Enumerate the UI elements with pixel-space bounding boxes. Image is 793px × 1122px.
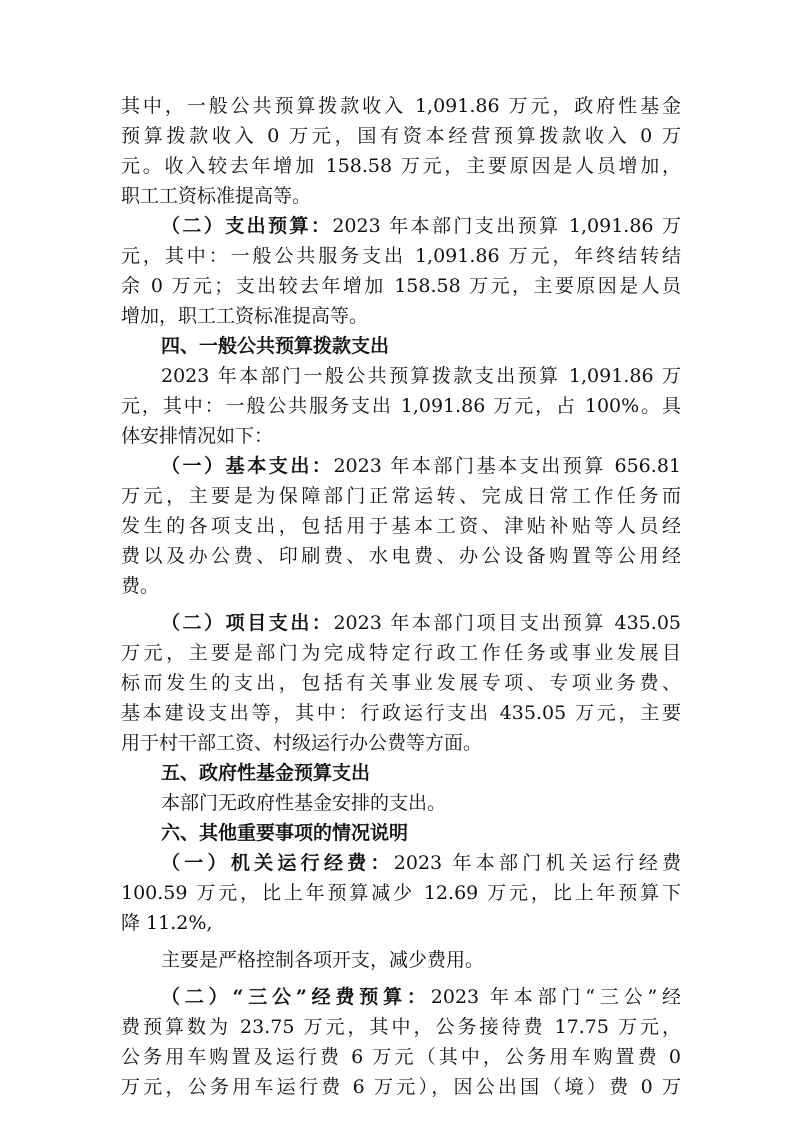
text-line bbox=[121, 879, 681, 909]
text-line bbox=[121, 789, 681, 819]
bold-heading: 四、一般公共预算拨款支出 bbox=[161, 335, 390, 357]
body-text: 费预算数为 23.75 万元，其中，公务接待费 17.75 万元， bbox=[121, 1016, 681, 1038]
text-line bbox=[121, 362, 681, 392]
body-text: 本部门无政府性基金安排的支出。 bbox=[161, 792, 447, 814]
body-text: 2023 年本部门支出预算 1,091.86 万 bbox=[332, 215, 681, 237]
body-text: 万元，公务用车运行费 6 万元），因公出国（境）费 0 万 bbox=[121, 1076, 681, 1098]
body-text: 体安排情况如下： bbox=[121, 425, 274, 447]
bold-heading: （二）“三公”经费预算： bbox=[161, 986, 431, 1008]
body-text: 预算拨款收入 0 万元，国有资本经营预算拨款收入 0 万 bbox=[121, 125, 681, 147]
body-text: 2023 年本部门项目支出预算 435.05 bbox=[333, 612, 681, 634]
bold-heading: （一）机关运行经费： bbox=[161, 852, 394, 874]
text-line bbox=[121, 452, 681, 482]
body-text: 元，其中：一般公共服务支出 1,091.86 万元，年终结转结 bbox=[121, 245, 681, 267]
text-line bbox=[121, 332, 681, 362]
body-text: 2023 年本部门基本支出预算 656.81 bbox=[333, 455, 681, 477]
text-line bbox=[121, 482, 681, 512]
text-line bbox=[121, 92, 681, 122]
text-line bbox=[121, 946, 681, 976]
body-text: 万元，主要是为保障部门正常运转、完成日常工作任务而 bbox=[121, 485, 681, 507]
body-text: 公务用车购置及运行费 6 万元（其中，公务用车购置费 0 bbox=[121, 1046, 681, 1068]
text-line bbox=[121, 422, 681, 452]
text-line bbox=[121, 572, 681, 602]
text-line bbox=[121, 909, 681, 939]
body-text: 发生的各项支出，包括用于基本工资、津贴补贴等人员经 bbox=[121, 515, 681, 537]
body-text: 费以及办公费、印刷费、水电费、办公设备购置等公用经 bbox=[121, 545, 681, 567]
bold-heading: （二）项目支出： bbox=[161, 612, 334, 634]
bold-heading: 六、其他重要事项的情况说明 bbox=[161, 822, 409, 844]
text-line bbox=[121, 542, 681, 572]
body-text: 万元，主要是部门为完成特定行政工作任务或事业发展目 bbox=[121, 642, 681, 664]
text-line bbox=[121, 512, 681, 542]
text-line bbox=[121, 152, 681, 182]
body-text: 费。 bbox=[121, 575, 160, 597]
text-line bbox=[121, 1073, 681, 1103]
bold-heading: 五、政府性基金预算支出 bbox=[161, 762, 371, 784]
text-line bbox=[121, 1043, 681, 1073]
text-line bbox=[121, 669, 681, 699]
text-line bbox=[121, 212, 681, 242]
body-text: 增加，职工工资标准提高等。 bbox=[121, 305, 369, 327]
text-line bbox=[121, 272, 681, 302]
text-line bbox=[121, 242, 681, 272]
body-text: 2023 年本部门一般公共预算拨款支出预算 1,091.86 万 bbox=[161, 365, 681, 387]
body-text: 元，其中：一般公共服务支出 1,091.86 万元，占 100%。具 bbox=[121, 395, 681, 417]
body-text: 主要是严格控制各项开支，减少费用。 bbox=[161, 949, 485, 971]
text-line bbox=[121, 983, 681, 1013]
text-line bbox=[121, 1013, 681, 1043]
bold-heading: （一）基本支出： bbox=[161, 455, 334, 477]
body-text: 100.59 万元，比上年预算减少 12.69 万元，比上年预算下 bbox=[121, 882, 681, 904]
text-line bbox=[121, 609, 681, 639]
text-line bbox=[121, 759, 681, 789]
text-line bbox=[121, 699, 681, 729]
body-text: 标而发生的支出，包括有关事业发展专项、专项业务费、 bbox=[121, 672, 681, 694]
body-text: 降 11.2%, bbox=[121, 912, 213, 934]
text-line bbox=[121, 639, 681, 669]
body-text: 职工工资标准提高等。 bbox=[121, 185, 312, 207]
text-line bbox=[121, 182, 681, 212]
text-line bbox=[121, 302, 681, 332]
body-text: 2023 年本部门“三公”经 bbox=[430, 986, 682, 1008]
text-line bbox=[121, 849, 681, 879]
text-line bbox=[121, 392, 681, 422]
text-line bbox=[121, 122, 681, 152]
body-text: 2023 年本部门机关运行经费 bbox=[393, 852, 681, 874]
body-text: 用于村干部工资、村级运行办公费等方面。 bbox=[121, 732, 483, 754]
body-text: 元。收入较去年增加 158.58 万元，主要原因是人员增加， bbox=[121, 155, 681, 177]
text-line bbox=[121, 819, 681, 849]
body-text: 余 0 万元；支出较去年增加 158.58 万元，主要原因是人员 bbox=[121, 275, 681, 297]
body-text: 基本建设支出等，其中：行政运行支出 435.05 万元，主要 bbox=[121, 702, 681, 724]
body-text: 其中，一般公共预算拨款收入 1,091.86 万元，政府性基金 bbox=[121, 95, 681, 117]
bold-heading: （二）支出预算： bbox=[161, 215, 333, 237]
text-line bbox=[121, 729, 681, 759]
